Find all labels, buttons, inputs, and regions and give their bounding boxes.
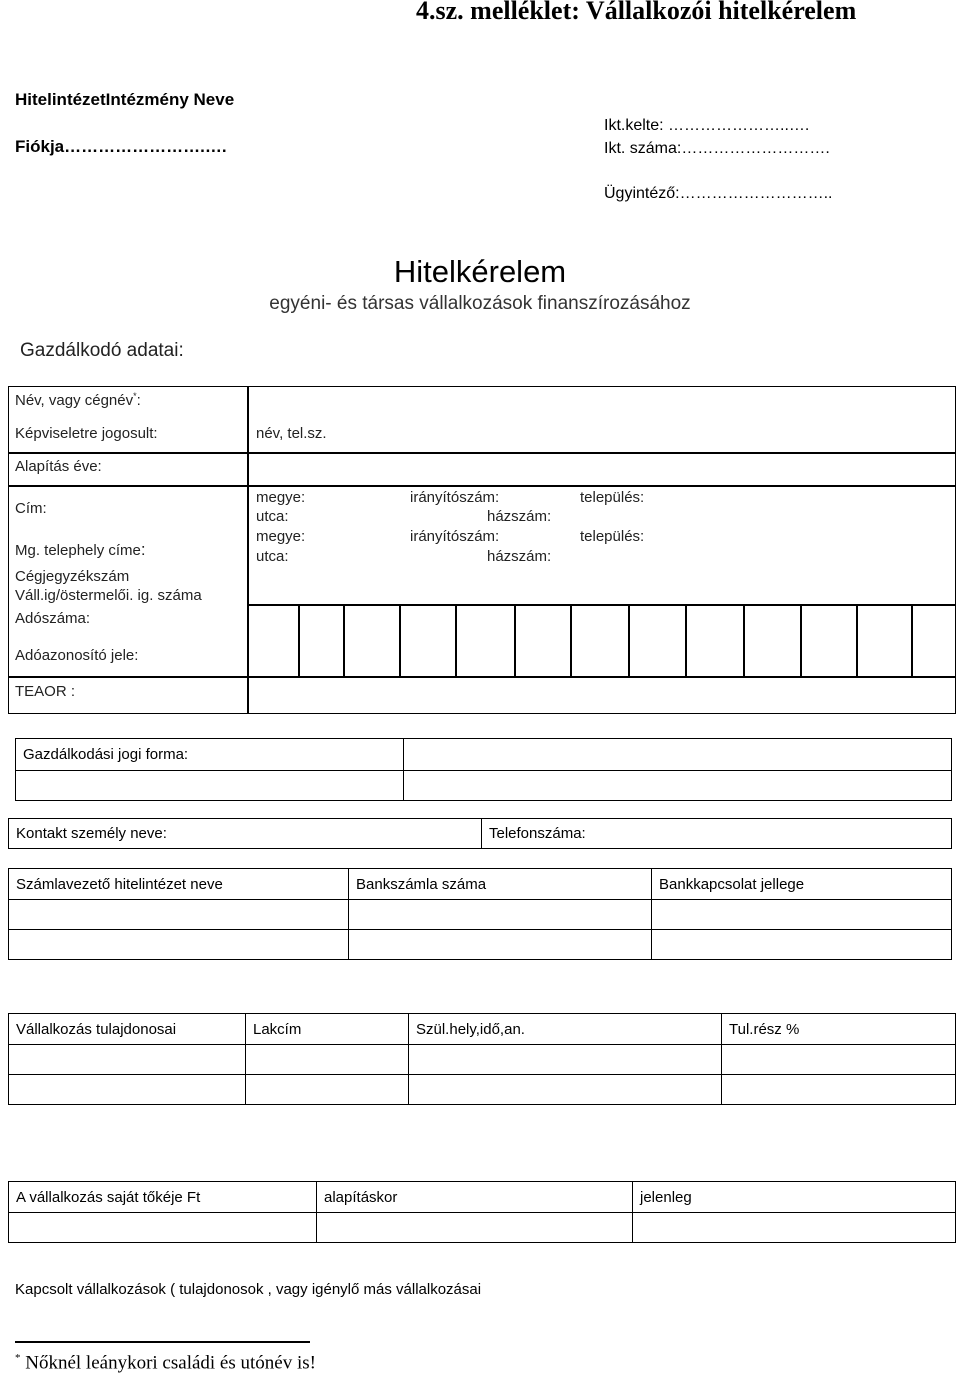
owners-cell[interactable] (722, 1075, 956, 1105)
case-handler-label: Ügyintéző:……………………….. (604, 185, 833, 202)
bank-col-account: Bankszámla száma (349, 869, 652, 900)
equity-col-founding: alapításkor (317, 1182, 633, 1213)
bank-table (8, 868, 952, 960)
site-zip: irányítószám: (410, 528, 500, 545)
representative-label: Képviseletre jogosult: (15, 425, 158, 442)
contact-person-label: Kontakt személy neve: (9, 819, 482, 849)
divider (8, 676, 956, 678)
owners-cell[interactable] (9, 1045, 246, 1075)
equity-cell[interactable] (9, 1213, 317, 1243)
bank-cell[interactable] (349, 930, 652, 960)
site-city: település: (580, 528, 645, 545)
owners-cell[interactable] (409, 1075, 722, 1105)
page-subtitle: egyéni- és társas vállalkozások finanszírozásához (269, 293, 691, 314)
digit-box-divider (800, 604, 802, 676)
address-city: település: (580, 489, 645, 506)
bank-col-name: Számlavezető hitelintézet neve (9, 869, 349, 900)
legal-form-cell[interactable] (404, 771, 952, 801)
name-label: Név, vagy cégnév*: (15, 391, 141, 409)
equity-cell[interactable] (633, 1213, 956, 1243)
owners-cell[interactable] (9, 1075, 246, 1105)
equity-cell[interactable] (317, 1213, 633, 1243)
bank-cell[interactable] (9, 930, 349, 960)
branch-label: Fiókja…………………….…. (15, 137, 227, 156)
equity-table (8, 1181, 956, 1243)
owners-col-birth: Szül.hely,idő,an. (409, 1014, 722, 1045)
digit-box-divider (911, 604, 913, 676)
annex-title: 4.sz. melléklet: Vállalkozói hitelkérelem (416, 0, 857, 25)
owners-table (8, 1013, 956, 1105)
owners-cell[interactable] (722, 1045, 956, 1075)
site-county: megye: (256, 528, 306, 545)
registry-label-2: Váll.ig/östermelői. ig. száma (15, 587, 202, 604)
tax-id-label: Adóazonosító jele: (15, 647, 139, 664)
business-data-heading: Gazdálkodó adatai: (20, 340, 184, 361)
divider (8, 485, 956, 487)
divider (247, 386, 249, 452)
divider (248, 604, 956, 606)
address-label: Cím: (15, 500, 47, 517)
digit-box-divider (685, 604, 687, 676)
owners-col-name: Vállalkozás tulajdonosai (9, 1014, 246, 1045)
digit-box-divider (743, 604, 745, 676)
tax-number-label: Adószáma: (15, 610, 91, 627)
address-county: megye: (256, 489, 306, 506)
address-house: házszám: (487, 508, 552, 525)
owners-cell[interactable] (246, 1075, 409, 1105)
contact-table (8, 818, 952, 849)
site-house: házszám: (487, 548, 552, 565)
digit-box-divider (856, 604, 858, 676)
teaor-label: TEAOR : (15, 683, 76, 700)
site-label: Mg. telephely címe: (15, 540, 146, 559)
owners-col-share: Tul.rész % (722, 1014, 956, 1045)
institution-label: HitelintézetIntézmény Neve (15, 90, 235, 109)
digit-box-divider (570, 604, 572, 676)
legal-form-label: Gazdálkodási jogi forma: (16, 739, 404, 771)
legal-form-table (15, 738, 952, 801)
ikt-date-label: Ikt.kelte: …………………..…. (604, 117, 810, 134)
bank-cell[interactable] (652, 930, 952, 960)
divider (247, 452, 249, 714)
digit-box-divider (628, 604, 630, 676)
bank-cell[interactable] (652, 900, 952, 930)
legal-form-cell[interactable] (16, 771, 404, 801)
digit-box-divider (455, 604, 457, 676)
related-businesses-label: Kapcsolt vállalkozások ( tulajdonosok , vagy igénylő más vállalkozásai (15, 1281, 482, 1298)
contact-phone-label: Telefonszáma: (482, 819, 952, 849)
owners-col-address: Lakcím (246, 1014, 409, 1045)
owners-cell[interactable] (409, 1045, 722, 1075)
digit-box-divider (343, 604, 345, 676)
page-title: Hitelkérelem (393, 254, 567, 289)
footnote-rule (15, 1341, 310, 1343)
legal-form-value[interactable] (404, 739, 952, 771)
digit-box-divider (514, 604, 516, 676)
equity-col-current: jelenleg (633, 1182, 956, 1213)
digit-box-divider (298, 604, 300, 676)
divider (8, 452, 956, 454)
bank-col-relation: Bankkapcsolat jellege (652, 869, 952, 900)
ikt-number-label: Ikt. száma:………………………. (604, 140, 830, 157)
footnote: * Nőknél leánykori családi és utónév is! (15, 1352, 316, 1374)
address-zip: irányítószám: (410, 489, 500, 506)
address-street: utca: (256, 508, 289, 525)
owners-cell[interactable] (246, 1045, 409, 1075)
digit-box-divider (399, 604, 401, 676)
representative-value: név, tel.sz. (256, 425, 327, 442)
equity-label: A vállalkozás saját tőkéje Ft (9, 1182, 317, 1213)
registry-label: Cégjegyzékszám (15, 568, 130, 585)
bank-cell[interactable] (9, 900, 349, 930)
bank-cell[interactable] (349, 900, 652, 930)
founded-label: Alapítás éve: (15, 458, 102, 475)
site-street: utca: (256, 548, 289, 565)
